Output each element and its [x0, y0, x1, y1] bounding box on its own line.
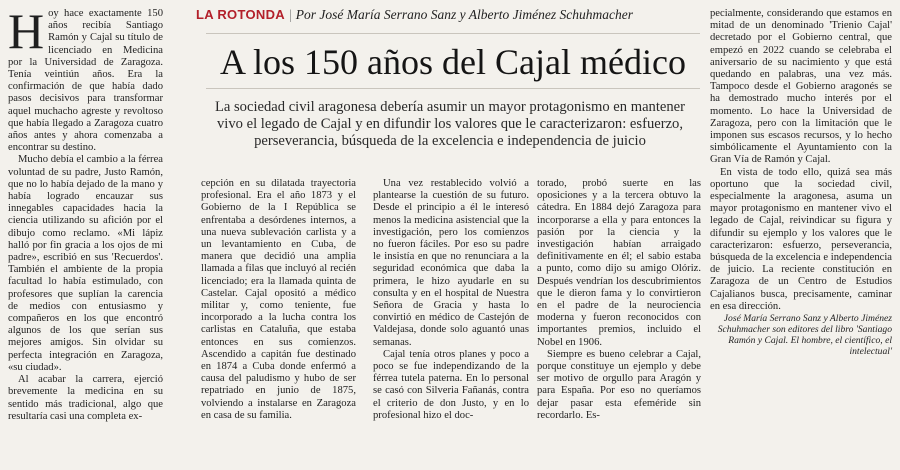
- paragraph: Cajal tenía otros planes y poco a poco se fue independizando de la férrea tutela paterna. En lo personal se casó con Silveria Fañanás, contra el criterio de don Justo, y en lo profesional hizo el doc-: [373, 348, 529, 421]
- paragraph: Siempre es bueno celebrar a Cajal, porque constituye un ejemplo y debe ser motivo de orgullo para Aragón y para España. Por eso no queríamos dejar pasar esta efeméride sin recordarlo. Es-: [537, 348, 701, 421]
- article-header: [196, 6, 704, 150]
- section-name: LA ROTONDA: [196, 7, 285, 22]
- paragraph-text: oy hace exactamente 150 años recibía Santiago Ramón y Cajal su título de licenciado en Medicina por la Universidad de Zaragoza. Tenía veintiún años. Era la confirmación de que había dado pasos decisivos para transformar aquel muchacho agreste y revoltoso que había llegado a Zaragoza cuatro años antes y ahora comenzaba a encontrar su destino.: [8, 8, 163, 154]
- subtitle: La sociedad civil aragonesa debería asumir un mayor protagonismo en mantener vivo el legado de Cajal y en difundir los valores que le caracterizaron: esfuerzo, perseverancia, búsqueda de la excelencia e independencia de juicio: [214, 99, 686, 149]
- section-separator: |: [288, 8, 292, 23]
- column-2: [201, 178, 356, 422]
- paragraph: [8, 3, 163, 154]
- author-credit: José María Serrano Sanz y Alberto Jiménez Schuhmacher son editores del libro 'Santiago Ramón y Cajal. El hombre, el científico, el intelectual': [717, 313, 892, 358]
- paragraph: cepción en su dilatada trayectoria profesional. Era el año 1873 y el Gobierno de la I República se enfrentaba a desórdenes internos, a una nueva sublevación carlista y a un levantamiento en Cuba, de manera que decidió una amplia llamada a filas que incluyó al recién licenciado; era la llamada quinta de Castelar. Cajal opositó a médico militar y, como teniente, fue incorporado a la lucha contra los carlistas en Cataluña, que estaba entonces en sus comienzos. Ascendido a capitán fue destinado en 1874 a Cuba donde enfermó a causa del paludismo y hubo de ser repatriado en junio de 1875, volviendo a instalarse en Zaragoza en casa de su familia.: [201, 178, 356, 421]
- headline: A los 150 años del Cajal médico: [206, 33, 700, 89]
- column-4: [537, 178, 701, 422]
- drop-cap: H: [8, 3, 45, 59]
- paragraph: Una vez restablecido volvió a plantearse la cuestión de su futuro. Desde el principio a él le interesó menos la medicina asistencial que la investigación, pero los comienzos no fueron fáciles. Por eso su padre le insistía en que no renunciara a la seguridad económica que daba la primera, le hizo ayudarle en su consulta y en el hospital de Nuestra Señora de Gracia y hasta lo convirtió en médico de Castejón de Valdejasa, donde solo aguantó unas semanas.: [373, 178, 529, 348]
- column-3: [373, 178, 529, 422]
- paragraph: En vista de todo ello, quizá sea más oportuno que la sociedad civil, especialmente la aragonesa, asuma un mayor protagonismo en mantener vivo el legado de Cajal, reivindicar su figura y difundir su ejemplo y los valores que le caracterizaron: esfuerzo, perseverancia, búsqueda de la excelencia e independencia de juicio. La reciente constitución en Zaragoza de un Centro de Estudios Cajalianos busca, precisamente, caminar en esa dirección.: [710, 166, 892, 312]
- column-1: [8, 3, 163, 423]
- column-5: [710, 8, 892, 357]
- paragraph: Mucho debía el cambio a la férrea voluntad de su padre, Justo Ramón, que no lo había dejado de la mano y había logrado encauzar sus innegables capacidades hacia la ciencia utilizando su afición por el dibujo como reclamo. «Mi lápiz halló por fin gracia a los ojos de mi padre», escribió en sus 'Recuerdos'. También el ambiente de la propia facultad lo había estimulado, con profesores que suplían la carencia de medios con entusiasmo y compañeros en los que encontró algunos de los que serían sus mejores amigos. Sin olvidar su perfecta integración en Zaragoza, «su ciudad».: [8, 154, 163, 373]
- section-line: [196, 6, 704, 25]
- byline: Por José María Serrano Sanz y Alberto Jiménez Schuhmacher: [295, 7, 633, 22]
- paragraph: torado, probó suerte en las oposiciones y a la tercera obtuvo la cátedra. En 1884 dejó Zaragoza para incorporarse a ella y para entonces la pasión por la ciencia y la investigación habían arraigado definitivamente en él; el sabio estaba a punto, como dijo su amigo Olóriz. Después vendrían los descubrimientos que le dieron fama y lo convirtieron en el padre de la neurociencia moderna y fueron reconocidos con importantes premios, incluido el Nobel en 1906.: [537, 178, 701, 348]
- paragraph: Al acabar la carrera, ejerció brevemente la medicina en su sentido más tradicional, algo que resultaría casi una completa ex-: [8, 374, 163, 422]
- paragraph: pecialmente, considerando que estamos en mitad de un denominado 'Trienio Cajal' decretado por el Gobierno central, que empezó en 2022 cuando se celebraba el aniversario de su nacimiento y que está quedando en palabras, una vez más. Tampoco desde el Gobierno aragonés se ha demostrado mucho interés por el momento. Lo hace la Universidad de Zaragoza, pero con la limitación que le imponen sus escasos recursos, y lo hecho simbólicamente el Ayuntamiento con la Gran Vía de Ramón y Cajal.: [710, 8, 892, 166]
